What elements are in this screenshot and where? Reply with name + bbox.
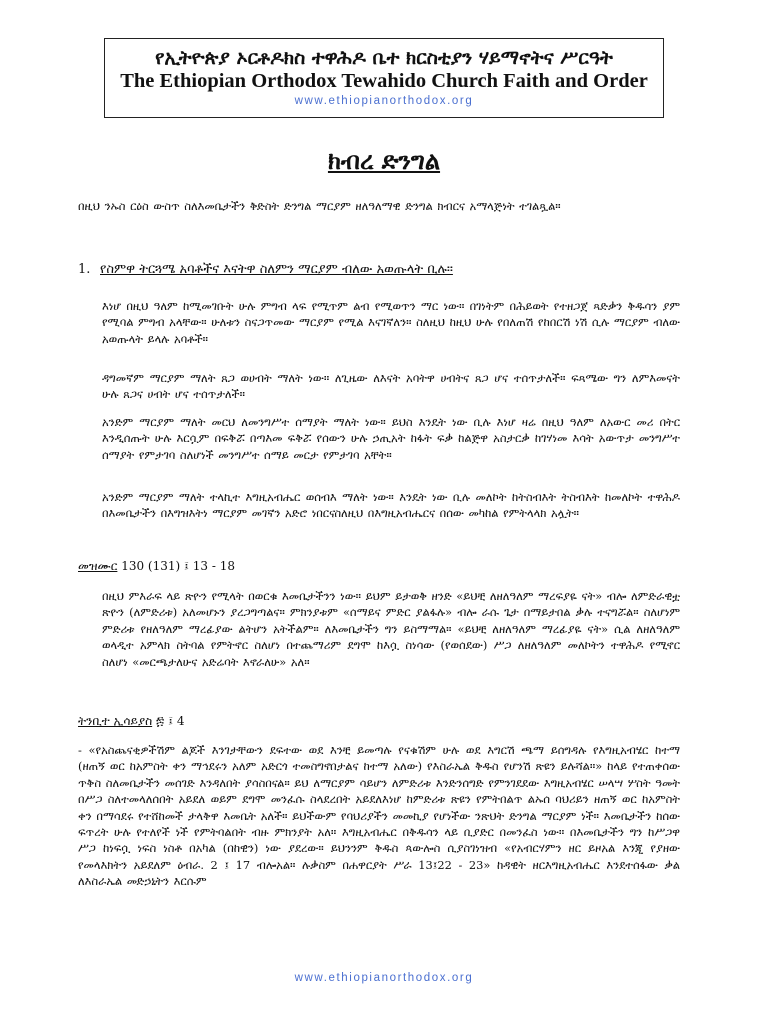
intro-text: በዚህ ንኡስ ርዕስ ውስጥ ስለእመቤታችን ቅድስት ድንግል ማርያም ዘለዓለማዊ ድንግል ክብርና አማላጅነት ተገልጿል።: [78, 199, 561, 213]
scripture-reference-psalm: [78, 559, 235, 574]
paragraph-text: - «የአስጨናቂዎችሽም ልጆች እንገታቸውን ደፍተው ወደ እንቺ ይመጣሉ የናቁሽም ሁሉ ወደ እግርሽ ጫማ ይሰግዳሉ የእግዚአብሄር ከተማ (ዘጠኝ ወር ከአምስት ቀን ማኅደሩን አለም አድርጎ ተመስግኖበታልና ከተማ አለው) የእስራኤል ቅዱስ የሆንሽ ጽዩን ይሉሻል።» ከላይ የተጠቀሰው ጥቅስ ስለመቤታችን መሰገድ እንዳለበት ያሳስበናል። ይህ ለማርያም ሳይሆን ለምድሪቱ እንድንሰግድ የምንገደደው እግዚአብሄር ሠላሣ ሦስት ዓመት በሥጋ ስለተመላለሰበት አይደለ ወይም ደግሞ መንፈሱ ስላደረበት አይደለእነሆ ከምድሪቱ ጽዩን የምትበልጥ ልኡሰ ባህሪይን ዘጠኝ ወር ከአምስት ቀን በማሳደሩ የተሸከመች ታላቅዋ እመቤት አለች። ይህችውም የባህሪያችን መመኪያ የሆነችው ንጽህት ድንግል ማርያም ነች። እመቤታችን ከሰው ፍጥረት ሁሉ የተለየች ነች የምትባልበት ብዙ ምክንያት አለ። እግዚአብሔር በቅዱሳን ላይ ቢያድር በመንፈስ ነው። በእመቤታችን ግን ከሥጋዋ ሥጋ ከነፍሷ ነፍስ ነስቶ በአካል (በከዊን) ነው ያደረው። ይህንንም ቅዱስ ጳውሎስ ሲያስገነዝብ «የአብርሃምን ዘር ይዞአል እንጂ የያዘው የመላእክትን አይደለም ዕብራ. 2 ፤ 17 ብሎአል። ሉቃስም በሐዋርያት ሥራ 13፤22 - 23» ከዳዊት ዘርእግዚአብሔር እንደተሰፋው ቃል ለእስራኤል መድኃኒትን እርሱም: [78, 743, 680, 889]
header-amharic-title: የኢትዮጵያ ኦርቶዶክስ ተዋሕዶ ቤተ ክርስቲያን ሃይማኖትና ሥርዓት: [155, 47, 613, 69]
paragraph-text: አንድም ማርያም ማለት መርህ ለመንግሥተ ሰማያት ማለት ነው። ይህስ እንዴት ነው ቢሉ እነሆ ዛሬ በዚህ ዓለም ለአውር መሪ በትር እንዲሰጡት ሁሉ እርሷም በፍቅሯ በጣእመ ፍቅሯ የሰውን ሁሉ ኃጢአት ከፋት ፍቃ ከልጅዋ አስታርቃ ከገሃነመ እሳት አውጥታ መንግሥተ ሰማያት የምታገባ ስለሆነች መንግሥተ ሰማይ መርታ የምታገባ አቸት።: [102, 415, 680, 462]
reference-label: ትንቢተ ኢሳይያስ: [78, 714, 153, 728]
paragraph-4: [102, 489, 680, 522]
paragraph-2: [102, 370, 680, 403]
scripture-reference-isaiah: [78, 714, 185, 729]
intro-paragraph: [78, 198, 678, 214]
header-box: [104, 38, 664, 118]
paragraph-text: እነሆ በዚህ ዓለም ከሚመገቡት ሁሉ ምግብ ላፍ የሚጥም ልብ የሚወጥን ማር ነው። በገነትም በሕይወት የተዘጋጀ ጻድቃን ቅዱሳን ያም የሚባል ምግብ አላቸው። ሁለቱን ስናጋጥመው ማርያም የሚል እናገኛለን። ስለዚህ ከዚህ ሁሉ የበለጠሽ የከበርሽ ነሽ ሲሉ ማርያም ብለው አወጡላት ይላሉ አባቶች።: [102, 299, 680, 346]
section-heading-text: የስምዋ ትርጓሜ አባቶችና እናትዋ ስለምን ማርያም ብለው አወጡላት ቢሉ።: [100, 262, 453, 277]
footer-website-link[interactable]: www.ethiopianorthodox.org: [294, 972, 474, 984]
paragraph-3: [102, 414, 680, 463]
reference-text: ፷ ፤ 4: [155, 714, 185, 728]
paragraph-5: [102, 588, 680, 670]
header-english-title: The Ethiopian Orthodox Tewahido Church Faith and Order: [120, 70, 648, 92]
reference-label: መዝሙር: [78, 559, 118, 573]
reference-text: 130 (131) ፤ 13 - 18: [121, 559, 235, 573]
paragraph-text: በዚህ ምእራፍ ላይ ጽዮን የሚላት በወርቁ እመቤታችንን ነው። ይህም ይታወቅ ዘንድ «ይህቺ ለዘለዓለም ማረፍያዬ ናት» ብሎ ለምድራዊቷ ጽዮን (ለምድሪቱ) አለመሆኑን ያረጋግጣልና። ምክንያቱም «ሰማይና ምድር ያልፋሉ» ብሎ ራሱ ጌታ በማይታበል ቃሉ ተናግሯል። ስለሆነም ምድሪቱ የዘለዓለም ማረፊያው ልትሆን አትችልም። ለእመቤታችን ግን ይስማማል። «ይህቺ ለዘለዓለም ማረፊያዬ ናት» ሲል ለዘለዓለም ወላዲተ አምላክ ስትባል የምትኖር ስለሆነ በተጨማሪም ደግሞ ከእሷ ስነሳው (የወሰደው) ሥጋ ለዘለዓለም መለኮትን ተዋሕዶ የሚኖር ስለሆነ «መርጫታለሁና አድሬባት እኖራለሁ» አለ።: [102, 589, 680, 669]
paragraph-6: [78, 742, 680, 890]
section-heading: [78, 262, 453, 277]
page-title: ክብረ ድንግል: [327, 146, 441, 175]
paragraph-1: [102, 298, 680, 347]
section-number: 1.: [78, 262, 91, 277]
paragraph-text: አንድም ማርያም ማለት ተላኪተ እግዚአብሔር ወሰብእ ማለት ነው። እንዴት ነው ቢሉ መለኮት ከትስብእት ትስብእት ከመለኮት ተዋሕዶ በእመቤታችን በእግዝእትነ ማርያም መገኛን አድሮ ነበርናስለዚህ በእግዚአብሔርና በሰው መካከል የምትላላክ አሏት።: [102, 490, 680, 521]
paragraph-text: ዳግመኛም ማርያም ማለት ጸጋ ወሀብት ማለት ነው። ለጊዜው ለእናት አባትዋ ሀብትና ጸጋ ሆና ተሰጥታለች። ፍጻሜው ግን ለምእመናት ሁሉ ጸጋና ሀብት ሆና ተሰጥታለች።: [102, 371, 680, 402]
header-website-link[interactable]: www.ethiopianorthodox.org: [294, 95, 474, 107]
